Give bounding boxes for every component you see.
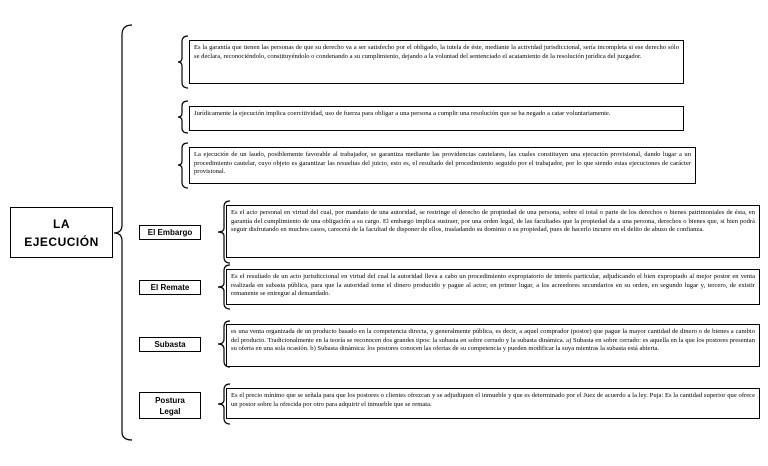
definition-box-3: La ejecución de un laudo, posiblemente favorable al trabajador, se garantiza mediante las providencias cautelares, las cuales constituyen una ejecución provisional, dando lugar a un procedimiento cautelar, cuyo objeto es garantizar las resueltas del juicio, esto es, el resultado del procedimiento seguido por el trabajador, por lo que siendo estas ejecuciones de carácter provisional. [189, 147, 696, 184]
definition-box-1: Es la garantía que tienen las personas de que su derecho va a ser satisfecho por el obligado, la tutela de éste, mediante la actividad jurisdiccional, sería incompleta si ese derecho sólo se declara, reconociéndolo, constituyéndolo o condenando a su cumplimiento, dejando a la voluntad del sentenciado el acatamiento de la resolución jurídica del juzgador. [189, 40, 684, 84]
main-bracket [114, 25, 132, 440]
concept-label-postura-line1: Postura [155, 395, 185, 405]
concept-label-postura-line2: Legal [159, 406, 181, 416]
concept-label-postura-legal [139, 392, 201, 419]
concept-desc-remate: Es el resultado de un acto jurisdiccional en virtud del cual la autoridad lleva a cabo un procedimiento expropiatorio de interés particular, adjudicando el bien expropiado al mejor postor en venta realizada en subasta pública, para que la autoridad tome el dinero producido y pague al actor, en primer lugar, a los acreedores secundarios en su orden, en segundo lugar y, tercero, de existir remanente se entregue al demandado. [226, 269, 760, 305]
concept-label-remate: El Remate [139, 280, 201, 295]
main-title [10, 207, 113, 258]
bracket-def-1 [178, 36, 188, 88]
main-title-line2: EJECUCIÓN [24, 234, 99, 249]
concept-label-subasta: Subasta [139, 337, 201, 352]
bracket-def-3 [178, 143, 188, 188]
concept-desc-embargo: Es el acto personal en virtud del cual, por mandato de una autoridad, se restringe el derecho de propiedad de una persona, sobre el total o parte de los derechos o bienes patrimoniales de ésta, en garantía del cumplimiento de una obligación a su cargo. El embargo implica sustraer, por una orden legal, de las facultades que la propiedad da a una persona, derechos o bienes que, si bien podrá seguir disfrutando en muchos casos, carecerá de la facultad de disponer de ellos, trasladando su dominio o su propiedad, pues de hacerlo incurre en el delito de abuso de confianza. [226, 205, 760, 258]
concept-desc-postura-legal: Es el precio mínimo que se señala para que los postores o clientes ofrezcan y se adjudiquen el inmueble y que es determinado por el Juez de acuerdo a la ley. Puja: Es la cantidad superior que ofrece un postor sobre la ofrecida por otro para adquirir el inmueble que se remata. [226, 388, 760, 419]
main-title-line1: LA [53, 216, 70, 231]
definition-box-2: Jurídicamente la ejecución implica coercitividad, uso de fuerza para obligar a una persona a cumplir una resolución que se ha negado a catar voluntariamente. [189, 106, 684, 131]
bracket-def-2 [178, 101, 188, 133]
concept-label-embargo: El Embargo [139, 225, 201, 240]
concept-desc-subasta: es una venta organizada de un producto basado en la competencia directa, y generalmente pública, es decir, a aquel comprador (postor) que pague la mayor cantidad de dinero o de bienes a cambio del producto. Tradicionalmente en la teoría se reconocen dos grandes tipos: la subasta en sobre cerrado y la subasta dinámica. a) Subasta en sobre cerrado: es aquella en la que los postores presentan su oferta en una sola ocasión. b) Subasta dinámica: los postores conocen las ofertas de su competencia y pueden modificar la suya mientras la subasta está abierta. [226, 324, 760, 367]
